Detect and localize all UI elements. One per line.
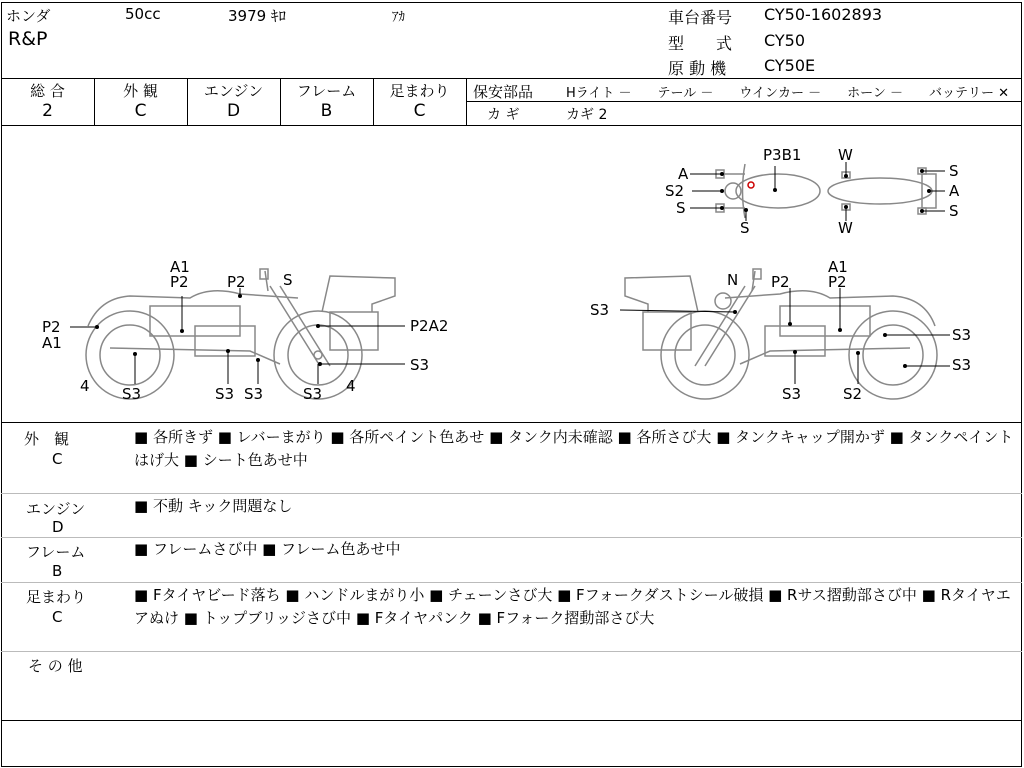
diagram-label: S3 (952, 326, 972, 344)
note-category-exterior: 外 観 (24, 430, 70, 448)
type-label: 型 式 (668, 34, 733, 53)
note-category-frame: フレーム (26, 543, 86, 561)
diagram-label: P2 (227, 273, 246, 291)
divider (1, 651, 1022, 652)
diagram-label: S3 (122, 385, 142, 403)
diagram-label: S (283, 271, 293, 289)
safety-items: Hライト － テール － ウインカー － ホーン － バッテリー ✕ (566, 86, 1010, 101)
frame-grade: B (320, 101, 333, 121)
diagram-label: P3B1 (763, 146, 802, 164)
note-category-engine: エンジン (26, 500, 86, 518)
divider (466, 101, 1022, 102)
divider (466, 78, 467, 125)
frame-label: フレーム (296, 82, 357, 100)
model-name: R&P (8, 28, 48, 50)
diagram-label: 4 (80, 377, 90, 395)
note-text-engine: ■ 不動 キック問題なし (134, 497, 293, 515)
displacement: 50cc (125, 5, 161, 23)
note-grade-suspension: C (52, 608, 63, 626)
note-text-exterior: ■ 各所きず ■ レバーまがり ■ 各所ペイント色あせ ■ タンク内未確認 ■ 各所さび大 ■ タンクキャップ開かず ■ タンクペイントはげ大 ■ シート色あせ中 (134, 428, 1014, 469)
suspension-label: 足まわり (389, 82, 450, 100)
chassis-value: CY50-1602893 (764, 5, 883, 24)
diagram-label: S (676, 199, 686, 217)
safety-label: 保安部品 (473, 83, 534, 101)
note-grade-frame: B (52, 562, 63, 580)
maker: ホンダ (6, 7, 51, 25)
engine-label: エンジン (203, 82, 264, 100)
divider (1, 78, 1022, 79)
diagram-label: S3 (215, 385, 235, 403)
type-value: CY50 (764, 31, 806, 50)
diagram-label: S3 (782, 385, 802, 403)
note-text-frame: ■ フレームさび中 ■ フレーム色あせ中 (134, 540, 401, 558)
diagram-label: A (949, 182, 960, 200)
diagram-label: A1 (828, 258, 848, 276)
engine-model-label: 原 動 機 (668, 59, 727, 78)
note-grade-engine: D (52, 518, 64, 536)
diagram-label: S (949, 202, 959, 220)
divider (1, 422, 1022, 423)
color: ｱｶ (392, 10, 405, 25)
diagram-label: S2 (665, 182, 685, 200)
divider (1, 582, 1022, 583)
diagram-label: S3 (410, 356, 430, 374)
diagram-label: A1 (170, 258, 190, 276)
engine-grade: D (226, 101, 241, 121)
diagram-label: S3 (303, 385, 323, 403)
key-value: カギ 2 (566, 107, 608, 123)
divider (1, 720, 1022, 721)
diagram-label: W (838, 219, 853, 237)
diagram-label: 4 (346, 377, 356, 395)
overall-label: 総 合 (30, 82, 65, 100)
suspension-grade: C (413, 101, 426, 121)
exterior-grade: C (134, 101, 147, 121)
diagram-label: A (678, 165, 689, 183)
note-grade-exterior: C (52, 450, 63, 468)
note-text-suspension: ■ Fタイヤビード落ち ■ ハンドルまがり小 ■ チェーンさび大 ■ Fフォークダストシール破損 ■ Rサス摺動部さび中 ■ Rタイヤエアぬけ ■ トップブリッジさび中 ■ Fタイヤパンク ■ Fフォーク摺動部さび大 (134, 586, 1011, 627)
diagram-label: P2 (42, 318, 61, 336)
diagram-label: P2 (771, 273, 790, 291)
diagram-label: P2 (170, 273, 189, 291)
other-label: そ の 他 (28, 657, 83, 675)
diagram-label: S (949, 162, 959, 180)
diagram-label: P2 (828, 273, 847, 291)
key-label: カ ギ (487, 107, 520, 123)
diagram-label: P2A2 (410, 317, 449, 335)
diagram-label: S3 (952, 356, 972, 374)
damage-diagram (0, 126, 1024, 422)
diagram-label: S (740, 219, 750, 237)
diagram-label: S2 (843, 385, 863, 403)
diagram-label: N (727, 271, 739, 289)
divider (1, 493, 1022, 494)
diagram-label: W (838, 146, 853, 164)
mileage: 3979 ｷﾛ (228, 7, 286, 25)
diagram-label: S3 (244, 385, 264, 403)
bike-top-view (716, 164, 936, 218)
diagram-label: S3 (590, 301, 610, 319)
engine-model-value: CY50E (764, 56, 816, 75)
exterior-label: 外 観 (123, 82, 158, 100)
overall-grade: 2 (42, 101, 53, 121)
note-category-suspension: 足まわり (26, 588, 87, 606)
diagram-label: A1 (42, 334, 62, 352)
chassis-label: 車台番号 (668, 8, 733, 27)
